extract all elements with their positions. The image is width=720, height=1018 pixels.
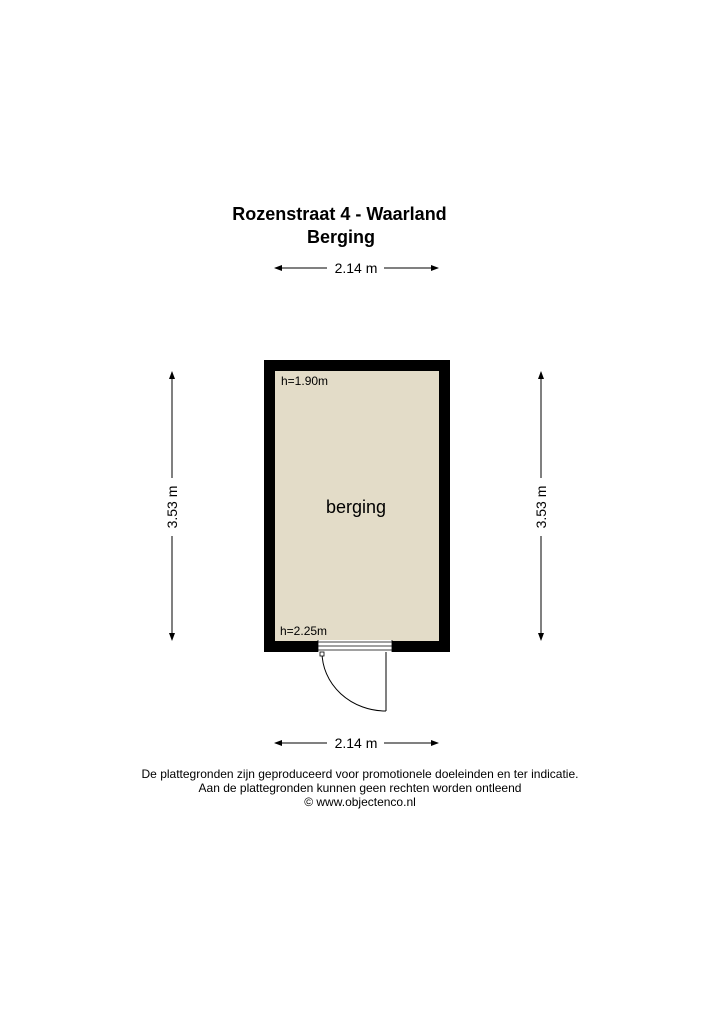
- dimension-bottom: [275, 735, 438, 751]
- disclaimer-line-1: De plattegronden zijn geproduceerd voor promotionele doeleinden en ter indicatie.: [141, 767, 579, 781]
- dimension-bottom-label: 2.14 m: [334, 735, 378, 751]
- disclaimer-line-2: Aan de plattegronden kunnen geen rechten worden ontleend: [198, 781, 522, 795]
- dimension-right-label: 3.53 m: [533, 485, 549, 529]
- dimension-top: [275, 260, 438, 276]
- copyright-line: © www.objectenco.nl: [304, 795, 416, 809]
- room-berging: [264, 360, 450, 711]
- dimension-left-label: 3.53 m: [164, 485, 180, 529]
- ceiling-height-bottom: h=2.25m: [280, 624, 328, 638]
- door-swing: [322, 652, 386, 711]
- dimension-left: [164, 372, 180, 640]
- room-label: berging: [325, 497, 387, 517]
- plan-subtitle: Berging: [306, 227, 375, 247]
- dimension-top-label: 2.14 m: [334, 260, 378, 276]
- plan-title: Rozenstraat 4 - Waarland: [232, 204, 447, 224]
- ceiling-height-top: h=1.90m: [281, 374, 329, 388]
- dimension-right: [533, 372, 549, 640]
